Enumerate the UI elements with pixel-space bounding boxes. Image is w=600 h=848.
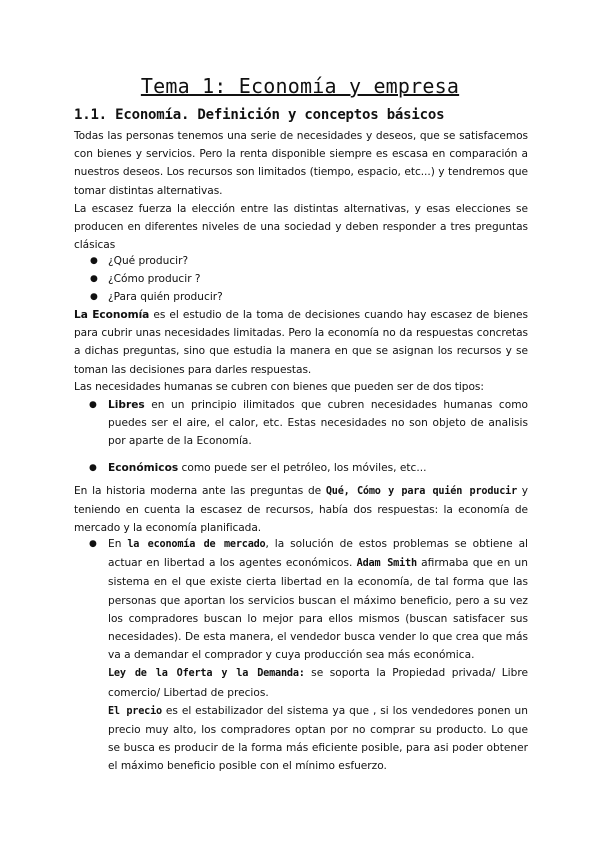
paragraph-economy-definition: La Economía es el estudio de la toma de decisiones cuando hay escasez de bienes para cubrir unas necesidades limitadas. Pero la economía no da respuestas concretas a dichas preguntas, sino que estudia la manera en que se asignan los recursos y se toman las decisiones para darles respuestas. xyxy=(74,309,528,376)
list-item: ● En la economía de mercado, la solución de estos problemas se obtiene al actuar en libertad a los agentes económicos. Adam Smith afirmaba que en un sistema en el que existe cierta libertad en la economía, de tal forma que las personas que aportan los servicios buscan el máximo beneficio, pero a su vez los compradores buscan lo mejor para ellos mismos (buscan satisfacer sus necesidades). De esta manera, el vendedor busca vender lo que crea que más va a demandar el comprador y cuya producción sea más económica. Ley de la Oferta y la Demanda: se soporta la Propiedad privada/ Libre comercio/ Libertad de precios. El precio es el estabilizador del sistema ya que , si los vendedores ponen un precio muy alto, los compradores optan por no comprar su producto. Lo que se busca es producir de la forma más eficiente posible, para asi poder obtener el máximo beneficio posible con el mínimo esfuerzo. xyxy=(74,535,528,776)
questions-bold: Qué, Cómo y para quién producir xyxy=(325,486,518,497)
list-item: ● ¿Para quién producir? xyxy=(74,288,528,306)
term-adam-smith: Adam Smith xyxy=(356,558,417,570)
bullet-icon: ● xyxy=(89,539,97,549)
bullet-icon: ● xyxy=(90,256,98,266)
term-economia: La Economía xyxy=(74,309,150,321)
list-item: ● ¿Cómo producir ? xyxy=(74,270,528,288)
paragraph-modern-history: En la historia moderna ante las preguntas de Qué, Cómo y para quién producir y teniendo en cuenta la escasez de recursos, había dos respuestas: la economía de mercado y la economía planificada. xyxy=(74,485,528,535)
paragraph-goods-intro: Las necesidades humanas se cubren con bienes que pueden ser de dos tipos: xyxy=(74,381,484,393)
bullet-icon: ● xyxy=(90,274,98,285)
questions-list xyxy=(74,252,528,307)
term-libres: Libres xyxy=(108,399,145,411)
bullet-icon: ● xyxy=(89,462,97,473)
price-paragraph: El precio es el estabilizador del sistema ya que , si los vendedores ponen un precio muy alto, los compradores optan por no comprar su producto. Lo que se busca es producir de la forma más eficiente posible, para asi poder obtener el máximo beneficio posible con el mínimo esfuerzo. xyxy=(108,704,528,773)
goods-list xyxy=(74,396,528,477)
paragraph-scarcity: La escasez fuerza la elección entre las distintas alternativas, y esas elecciones se producen en diferentes niveles de una sociedad y deben responder a tres preguntas clásicas xyxy=(74,203,528,252)
page-title: Tema 1: Economía y empresa xyxy=(140,74,460,98)
section-heading: 1.1. Economía. Definición y conceptos básicos xyxy=(74,107,445,123)
supply-demand-law: Ley de la Oferta y la Demanda: se soporta la Propiedad privada/ Libre comercio/ Libertad de precios. xyxy=(108,667,528,699)
bullet-icon: ● xyxy=(89,400,97,410)
list-item: ● Económicos como puede ser el petróleo, los móviles, etc... xyxy=(74,459,528,477)
term-economicos: Económicos xyxy=(108,461,179,474)
term-market-economy: la economía de mercado xyxy=(127,539,266,550)
economy-types-list xyxy=(74,535,528,776)
list-item: ● Libres en un principio ilimitados que cubren necesidades humanas como puedes ser el aire, el calor, etc. Estas necesidades no son objeto de analisis por aparte de la Economía. xyxy=(74,396,528,451)
bullet-icon: ● xyxy=(90,292,98,303)
paragraph-needs: Todas las personas tenemos una serie de necesidades y deseos, que se satisfacemos con bienes y servicios. Pero la renta disponible siempre es escasa en comparación a nuestros deseos. Los recursos son limitados (tiempo, espacio, etc...) y tendremos que tomar distintas alternativas. xyxy=(74,130,528,197)
list-item: ● ¿Qué producir? xyxy=(74,252,528,270)
